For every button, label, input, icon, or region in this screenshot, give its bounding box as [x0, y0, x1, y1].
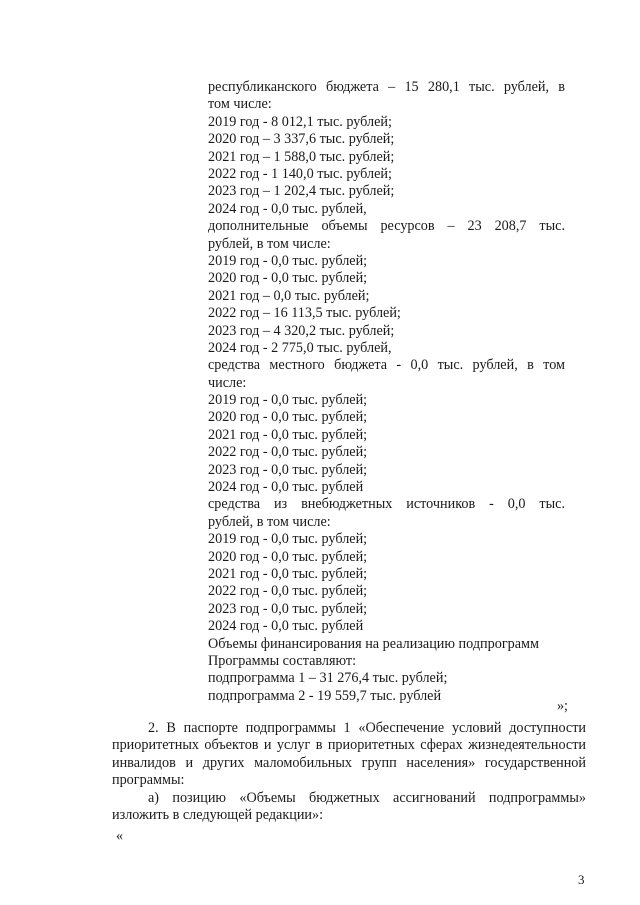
text-line: дополнительные объемы ресурсов – 23 208,7 тыс. — [208, 218, 565, 235]
text-line: 2022 год - 1 140,0 тыс. рублей; — [208, 165, 392, 182]
text-line: 2023 год – 4 320,2 тыс. рублей; — [208, 322, 395, 339]
text-line: 2023 год – 1 202,4 тыс. рублей; — [208, 183, 395, 200]
text-line: 2019 год - 0,0 тыс. рублей; — [208, 531, 368, 548]
text-line: том числе: — [208, 96, 272, 113]
text-line: 2024 год - 0,0 тыс. рублей — [208, 618, 364, 635]
paragraph-2 — [112, 720, 586, 790]
text-line: Программы составляют: — [208, 652, 357, 669]
text-line: 2019 год - 0,0 тыс. рублей; — [208, 392, 368, 409]
page-number: 3 — [578, 872, 585, 887]
text-line: 2021 год – 1 588,0 тыс. рублей; — [208, 148, 395, 165]
text-line: рублей, в том числе: — [208, 513, 331, 530]
text-line: средства местного бюджета - 0,0 тыс. рублей, в том — [208, 357, 565, 374]
text-line: 2020 год – 3 337,6 тыс. рублей; — [208, 131, 395, 148]
text-line: 2022 год - 0,0 тыс. рублей; — [208, 444, 368, 461]
paragraph-a — [112, 790, 586, 825]
text-line: 2019 год - 8 012,1 тыс. рублей; — [208, 113, 392, 130]
body-text — [112, 720, 586, 824]
text-line: рублей, в том числе: — [208, 235, 331, 252]
text-line: 2021 год - 0,0 тыс. рублей; — [208, 566, 368, 582]
text-line: 2024 год - 2 775,0 тыс. рублей, — [208, 339, 392, 356]
text-line: 2023 год - 0,0 тыс. рублей; — [208, 461, 368, 478]
text-line: 2022 год - 0,0 тыс. рублей; — [208, 583, 368, 600]
text-line: подпрограмма 1 – 31 276,4 тыс. рублей; — [208, 670, 448, 687]
text-line: 2020 год - 0,0 тыс. рублей; — [208, 270, 368, 287]
text-line: средства из внебюджетных источников - 0,0 тыс. — [208, 496, 565, 513]
text-line: 2019 год - 0,0 тыс. рублей; — [208, 252, 368, 269]
text-line: подпрограмма 2 - 19 559,7 тыс. рублей — [208, 687, 442, 704]
funding-column — [208, 79, 565, 705]
text-line: республиканского бюджета – 15 280,1 тыс. рублей, в — [208, 79, 565, 95]
text-line: 2020 год - 0,0 тыс. рублей; — [208, 409, 368, 426]
closing-quote-mark: »; — [556, 698, 568, 714]
text-line: 2020 год - 0,0 тыс. рублей; — [208, 548, 368, 565]
text-line: 2023 год - 0,0 тыс. рублей; — [208, 600, 368, 617]
opening-quote-mark: « — [116, 828, 124, 844]
text-line: 2021 год - 0,0 тыс. рублей; — [208, 426, 368, 443]
paragraph-a-text: а) позицию «Объемы бюджетных ассигнований подпрограммы» изложить в следующей редакции»: — [112, 789, 586, 824]
paragraph-2-text: 2. В паспорте подпрограммы 1 «Обеспечение условий доступности приоритетных объектов и услуг в приоритетных сферах жизнедеятельности инвалидов и других маломобильных групп населения» государственной программы: — [112, 720, 586, 789]
text-line: 2022 год – 16 113,5 тыс. рублей; — [208, 305, 401, 322]
text-line: Объемы финансирования на реализацию подпрограмм — [208, 635, 539, 652]
text-line: 2021 год – 0,0 тыс. рублей; — [208, 287, 370, 304]
text-line: 2024 год - 0,0 тыс. рублей — [208, 479, 364, 496]
text-line: 2024 год - 0,0 тыс. рублей, — [208, 200, 367, 217]
text-line: числе: — [208, 374, 247, 391]
